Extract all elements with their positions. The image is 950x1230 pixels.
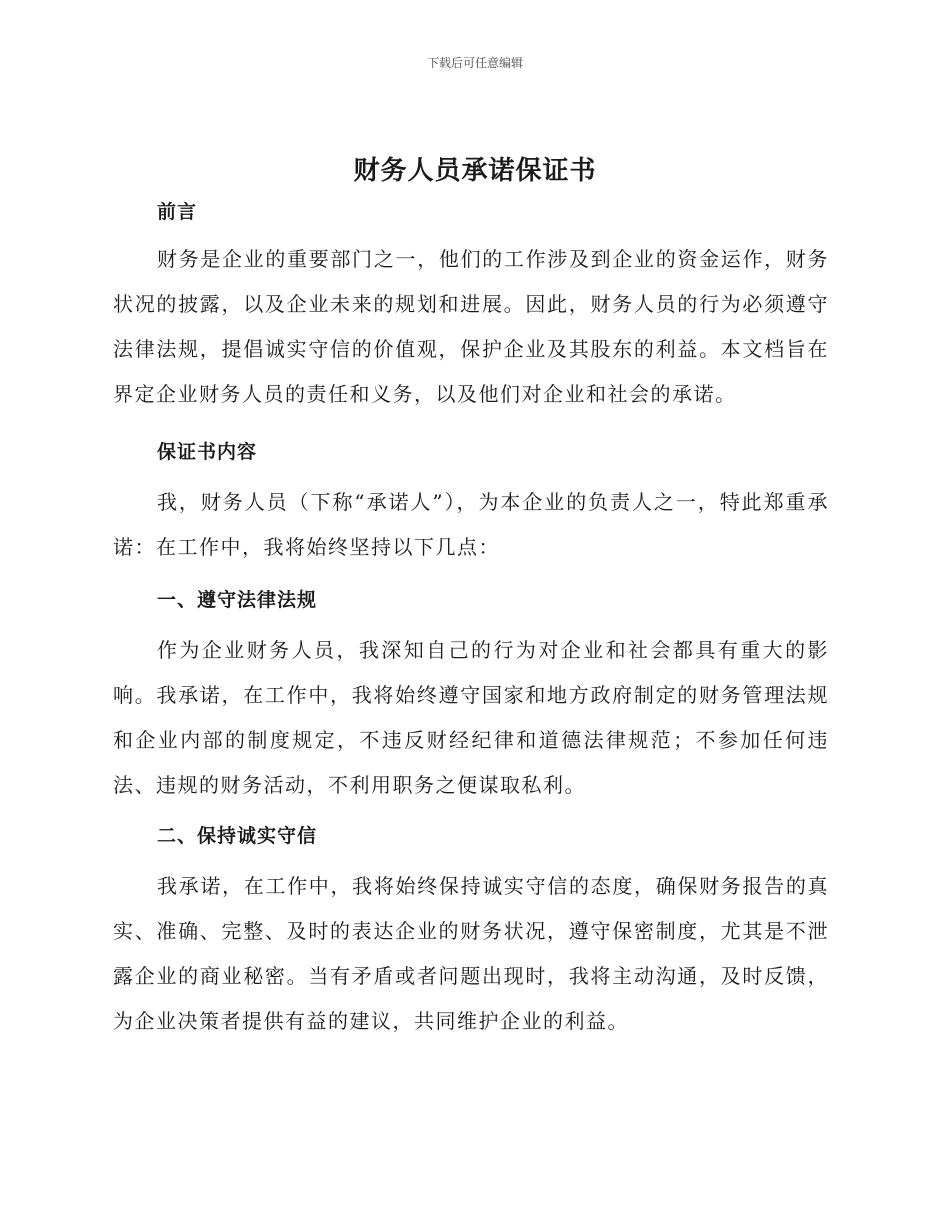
header-note: 下载后可任意编辑 — [426, 56, 523, 70]
preface-heading: 前言 — [157, 201, 198, 223]
content-heading: 保证书内容 — [157, 441, 258, 463]
item1-heading: 一、遵守法律法规 — [157, 589, 318, 611]
item2-heading: 二、保持诚实守信 — [157, 825, 318, 847]
item2-paragraph: 我承诺，在工作中，我将始终保持诚实守信的态度，确保财务报告的真实、准确、完整、及时的表达企业的财务状况，遵守保密制度，尤其是不泄露企业的商业秘密。当有矛盾或者问题出现时，我将主动沟通，及时反馈，为企业决策者提供有益的建议，共同维护企业的利益。 — [113, 874, 829, 1033]
content-paragraph: 我，财务人员（下称“承诺人”），为本企业的负责人之一，特此郑重承诺：在工作中，我将始终坚持以下几点： — [113, 490, 829, 559]
item1-paragraph: 作为企业财务人员，我深知自己的行为对企业和社会都具有重大的影响。我承诺，在工作中，我将始终遵守国家和地方政府制定的财务管理法规和企业内部的制度规定，不违反财经纪律和道德法律规范；不参加任何违法、违规的财务活动，不利用职务之便谋取私利。 — [113, 638, 829, 797]
preface-paragraph: 财务是企业的重要部门之一，他们的工作涉及到企业的资金运作，财务状况的披露，以及企业未来的规划和进展。因此，财务人员的行为必须遵守法律法规，提倡诚实守信的价值观，保护企业及其股东的利益。本文档旨在界定企业财务人员的责任和义务，以及他们对企业和社会的承诺。 — [113, 247, 829, 406]
document-title: 财务人员承诺保证书 — [353, 156, 597, 186]
document-body — [113, 192, 829, 1044]
